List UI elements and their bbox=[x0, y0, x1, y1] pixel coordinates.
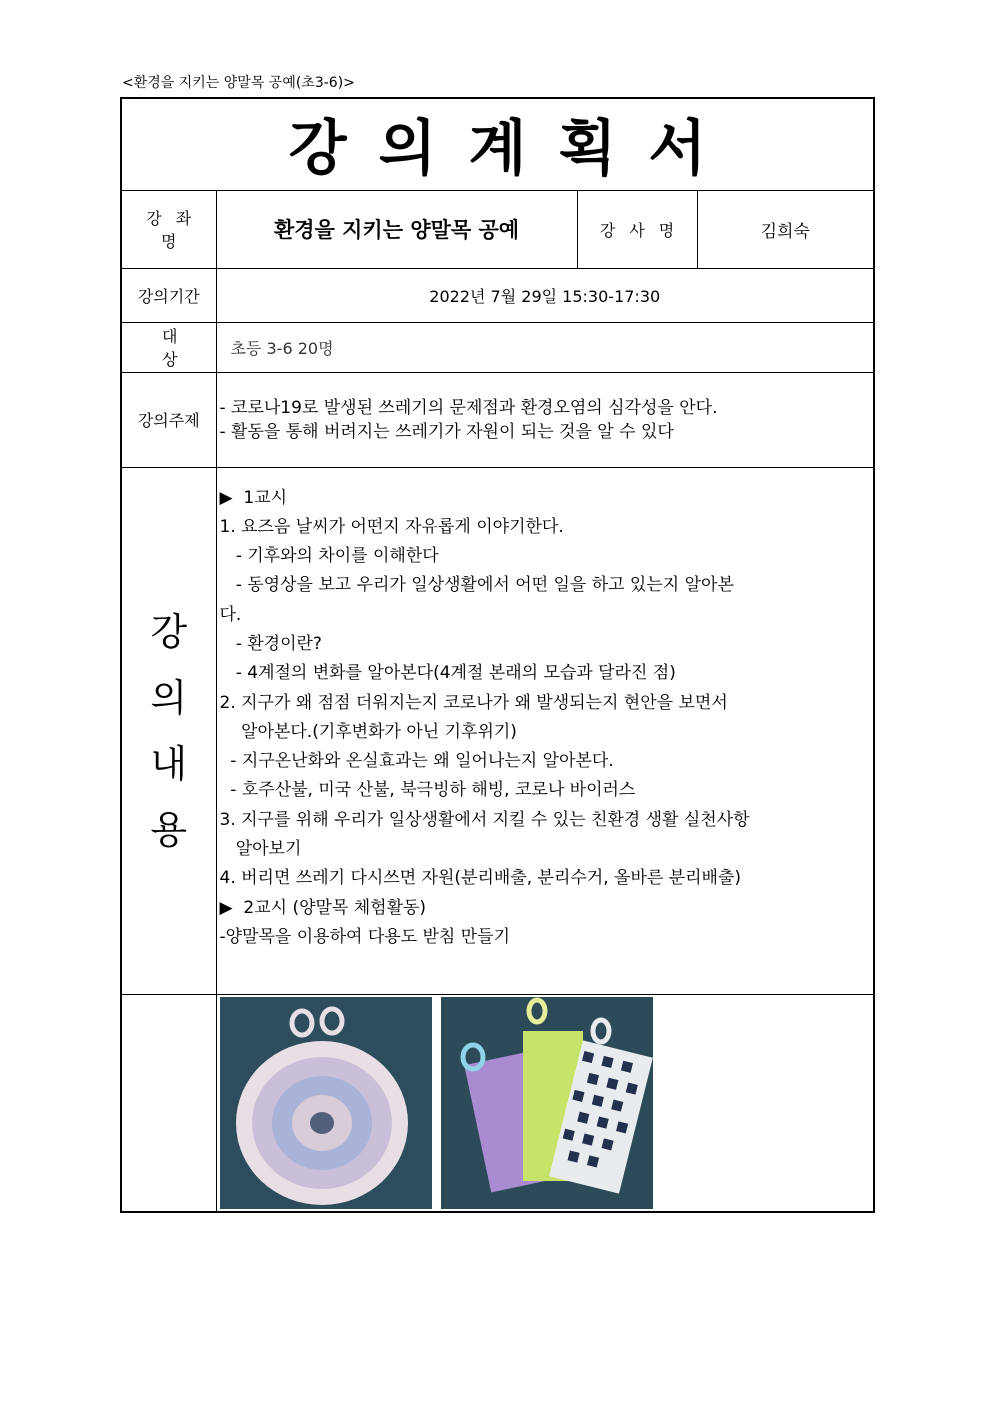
document-title: 강의계획서 bbox=[121, 98, 874, 190]
content-label-char: 내 bbox=[150, 741, 188, 786]
content-line: - 4계절의 변화를 알아본다(4계절 본래의 모습과 달라진 점) bbox=[219, 663, 676, 684]
period-value: 2022년 7월 29일 15:30-17:30 bbox=[216, 268, 874, 322]
course-name: 환경을 지키는 양말목 공예 bbox=[216, 190, 577, 268]
content-line: 1. 요즈음 날씨가 어떤지 자유롭게 이야기한다. bbox=[219, 516, 564, 537]
teacher-label: 강사명 bbox=[577, 190, 697, 268]
content-line: 3. 지구를 위해 우리가 일상생활에서 지킬 수 있는 친환경 생활 실천사항 bbox=[219, 809, 750, 830]
content-line: - 동영상을 보고 우리가 일상생활에서 어떤 일을 하고 있는지 알아본 bbox=[219, 575, 734, 596]
content-line: 4. 버리면 쓰레기 다시쓰면 자원(분리배출, 분리수거, 올바른 분리배출) bbox=[219, 868, 742, 889]
course-label: 강좌명 bbox=[121, 190, 216, 268]
content-line: ▶ 2교시 (양말목 체험활동) bbox=[219, 897, 427, 918]
topic-line: - 활동을 통해 버려지는 쓰레기가 자원이 되는 것을 알 수 있다 bbox=[219, 421, 674, 442]
content-label-char: 의 bbox=[150, 675, 188, 720]
content-line: 다. bbox=[219, 604, 242, 625]
teacher-name: 김희숙 bbox=[697, 190, 874, 268]
woven-potholders-photo bbox=[441, 997, 653, 1209]
content-line: - 환경이란? bbox=[219, 633, 322, 654]
content-line: -양말목을 이용하여 다용도 받침 만들기 bbox=[219, 926, 511, 947]
content-line: 알아본다.(기후변화가 아닌 기후위기) bbox=[219, 721, 517, 742]
photo-label-cell bbox=[121, 994, 216, 1212]
content-line: - 기후와의 차이를 이해한다 bbox=[219, 546, 439, 567]
period-label: 강의기간 bbox=[121, 268, 216, 322]
topic-cell bbox=[216, 372, 874, 467]
lecture-plan-table bbox=[120, 97, 875, 1213]
target-label: 대 상 bbox=[121, 322, 216, 372]
topic-label: 강의주제 bbox=[121, 372, 216, 467]
content-label-char: 강 bbox=[150, 609, 188, 654]
content-line: 알아보기 bbox=[219, 839, 302, 860]
photo-cell bbox=[216, 994, 874, 1212]
target-value: 초등 3-6 20명 bbox=[216, 322, 874, 372]
content-label-char: 용 bbox=[150, 807, 188, 852]
content-line: 2. 지구가 왜 점점 더워지는지 코로나가 왜 발생되는지 현안을 보면서 bbox=[219, 692, 728, 713]
content-line: ▶ 1교시 bbox=[219, 487, 288, 508]
content-line: - 지구온난화와 온실효과는 왜 일어나는지 알아본다. bbox=[219, 751, 614, 772]
content-line: - 호주산불, 미국 산불, 북극빙하 해빙, 코로나 바이러스 bbox=[219, 780, 636, 801]
content-label bbox=[121, 467, 216, 994]
document-caption: <환경을 지키는 양말목 공예(초3-6)> bbox=[122, 75, 355, 91]
round-coaster-photo bbox=[220, 997, 432, 1209]
content-cell bbox=[216, 467, 874, 994]
topic-line: - 코로나19로 발생된 쓰레기의 문제점과 환경오염의 심각성을 안다. bbox=[219, 397, 718, 418]
